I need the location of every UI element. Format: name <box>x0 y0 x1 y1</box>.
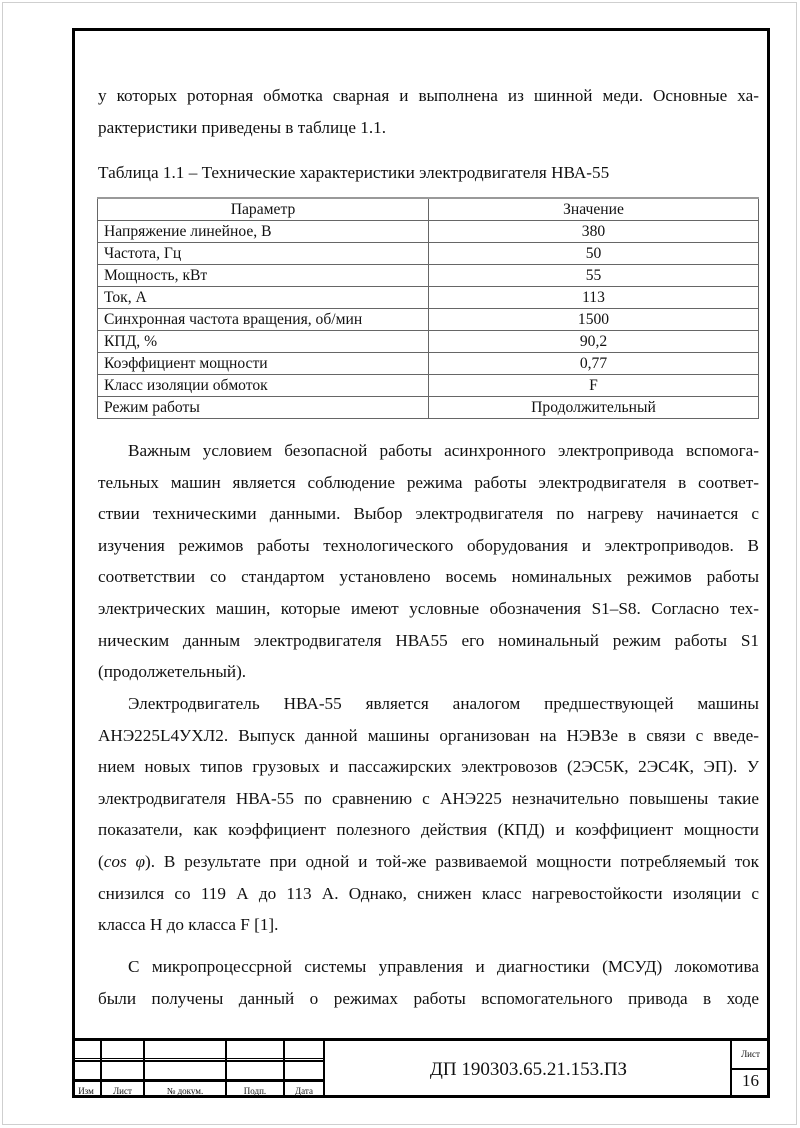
text-line: нием новых типов грузовых и пассажирских электровозов (2ЭС5К, 2ЭС4К, ЭП). У <box>98 757 759 777</box>
table-row <box>98 353 759 375</box>
text-line: снизился со 119 А до 113 А. Однако, снижен класс нагревостойкости изоляции с <box>98 883 759 903</box>
paren-open: ( <box>98 851 104 871</box>
table-row <box>98 375 759 397</box>
stamp-label-signature: Подп. <box>243 1086 267 1096</box>
text-line: (продолжетельный). <box>98 662 247 682</box>
value-cell: 1500 <box>429 309 759 331</box>
parameter-cell: Напряжение линейное, В <box>98 221 429 243</box>
text-line: показатели, как коэффициент полезного действия (КПД) и коэффициент мощности <box>98 820 759 840</box>
stamp-grid-line <box>72 1058 325 1059</box>
stamp-grid-line <box>732 1068 767 1070</box>
parameter-cell: Синхронная частота вращения, об/мин <box>98 309 429 331</box>
stamp-label-sheet: Лист <box>113 1086 132 1096</box>
value-cell: 0,77 <box>429 353 759 375</box>
text-fragment: ). В результате при одной и той-же развиваемой мощности потребляемый ток <box>145 851 759 871</box>
paragraph-operating-modes <box>98 435 759 688</box>
text-line: соответствии со стандартом установлено восемь номинальных режимов работы <box>98 567 759 587</box>
text-line: класса Н до класса F [1]. <box>98 915 279 935</box>
text-line-cos-phi <box>98 846 759 878</box>
table-row <box>98 221 759 243</box>
sheet-number: 16 <box>742 1071 759 1090</box>
table-caption: Таблица 1.1 – Технические характеристики электродвигателя НВА-55 <box>98 163 610 182</box>
table-row <box>98 309 759 331</box>
text-line: ствии техническими данными. Выбор электродвигателя по нагреву начинается с <box>98 504 759 524</box>
text-line: Важным условием безопасной работы асинхронного электропривода вспомога- <box>128 441 759 460</box>
specifications-table <box>97 197 759 419</box>
parameter-cell: Ток, А <box>98 287 429 309</box>
text-line: были получены данный о режимах работы вспомогательного привода в ходе <box>98 988 759 1008</box>
parameter-cell: Режим работы <box>98 397 429 419</box>
value-cell: 113 <box>429 287 759 309</box>
stamp-grid-line <box>72 1079 325 1082</box>
table-row <box>98 265 759 287</box>
text-line: тельных машин является соблюдение режима работы электродвигателя в соответ- <box>98 472 759 492</box>
text-line: изучения режимов работы технологического оборудования и электроприводов. В <box>98 535 759 555</box>
stamp-label-doc-number: № докум. <box>166 1086 204 1096</box>
text-line: рактеристики приведены в таблице 1.1. <box>98 117 387 137</box>
text-line: ническим данным электродвигателя НВА55 его номинальный режим работы S1 <box>98 630 759 650</box>
value-cell: 50 <box>429 243 759 265</box>
parameter-cell: КПД, % <box>98 331 429 353</box>
value-cell: 380 <box>429 221 759 243</box>
cos-phi-formula: cos φ <box>103 851 146 871</box>
paragraph-motor-analogue <box>98 688 759 941</box>
parameter-cell: Класс изоляции обмоток <box>98 375 429 397</box>
text-line: Электродвигатель НВА-55 является аналогом предшествующей машины <box>128 694 759 713</box>
parameter-cell: Мощность, кВт <box>98 265 429 287</box>
text-line: электродвигателя НВА-55 по сравнению с АНЭ225 незначительно повышены такие <box>98 788 759 808</box>
value-cell: 90,2 <box>429 331 759 353</box>
value-cell: 55 <box>429 265 759 287</box>
value-cell: Продолжительный <box>429 397 759 419</box>
title-block <box>72 1038 770 1098</box>
parameter-cell: Частота, Гц <box>98 243 429 265</box>
table-row <box>98 243 759 265</box>
table-header-row <box>98 198 759 221</box>
parameter-cell: Коэффициент мощности <box>98 353 429 375</box>
paragraph-msud-data <box>98 951 759 1014</box>
text-line: АНЭ225L4УХЛ2. Выпуск данной машины организован на НЭВЗе в связи с введе- <box>98 725 759 745</box>
stamp-label-date: Дата <box>295 1086 313 1096</box>
text-line: С микропроцессрной системы управления и диагностики (МСУД) локомотива <box>128 957 759 976</box>
table-row <box>98 397 759 419</box>
column-header-value: Значение <box>429 198 759 221</box>
text-line: у которых роторная обмотка сварная и выполнена из шинной меди. Основные ха- <box>98 86 759 105</box>
value-cell: F <box>429 375 759 397</box>
stamp-label-change: Изм <box>78 1086 94 1096</box>
document-code: ДП 190303.65.21.153.ПЗ <box>429 1059 628 1080</box>
sheet-label: Лист <box>741 1049 760 1059</box>
text-line: электрических машин, которые имеют условные обозначения S1–S8. Согласно тех- <box>98 598 759 618</box>
table-row <box>98 287 759 309</box>
column-header-parameter: Параметр <box>98 198 429 221</box>
stamp-grid-line <box>72 1060 325 1062</box>
intro-paragraph <box>98 80 759 143</box>
table-row <box>98 331 759 353</box>
